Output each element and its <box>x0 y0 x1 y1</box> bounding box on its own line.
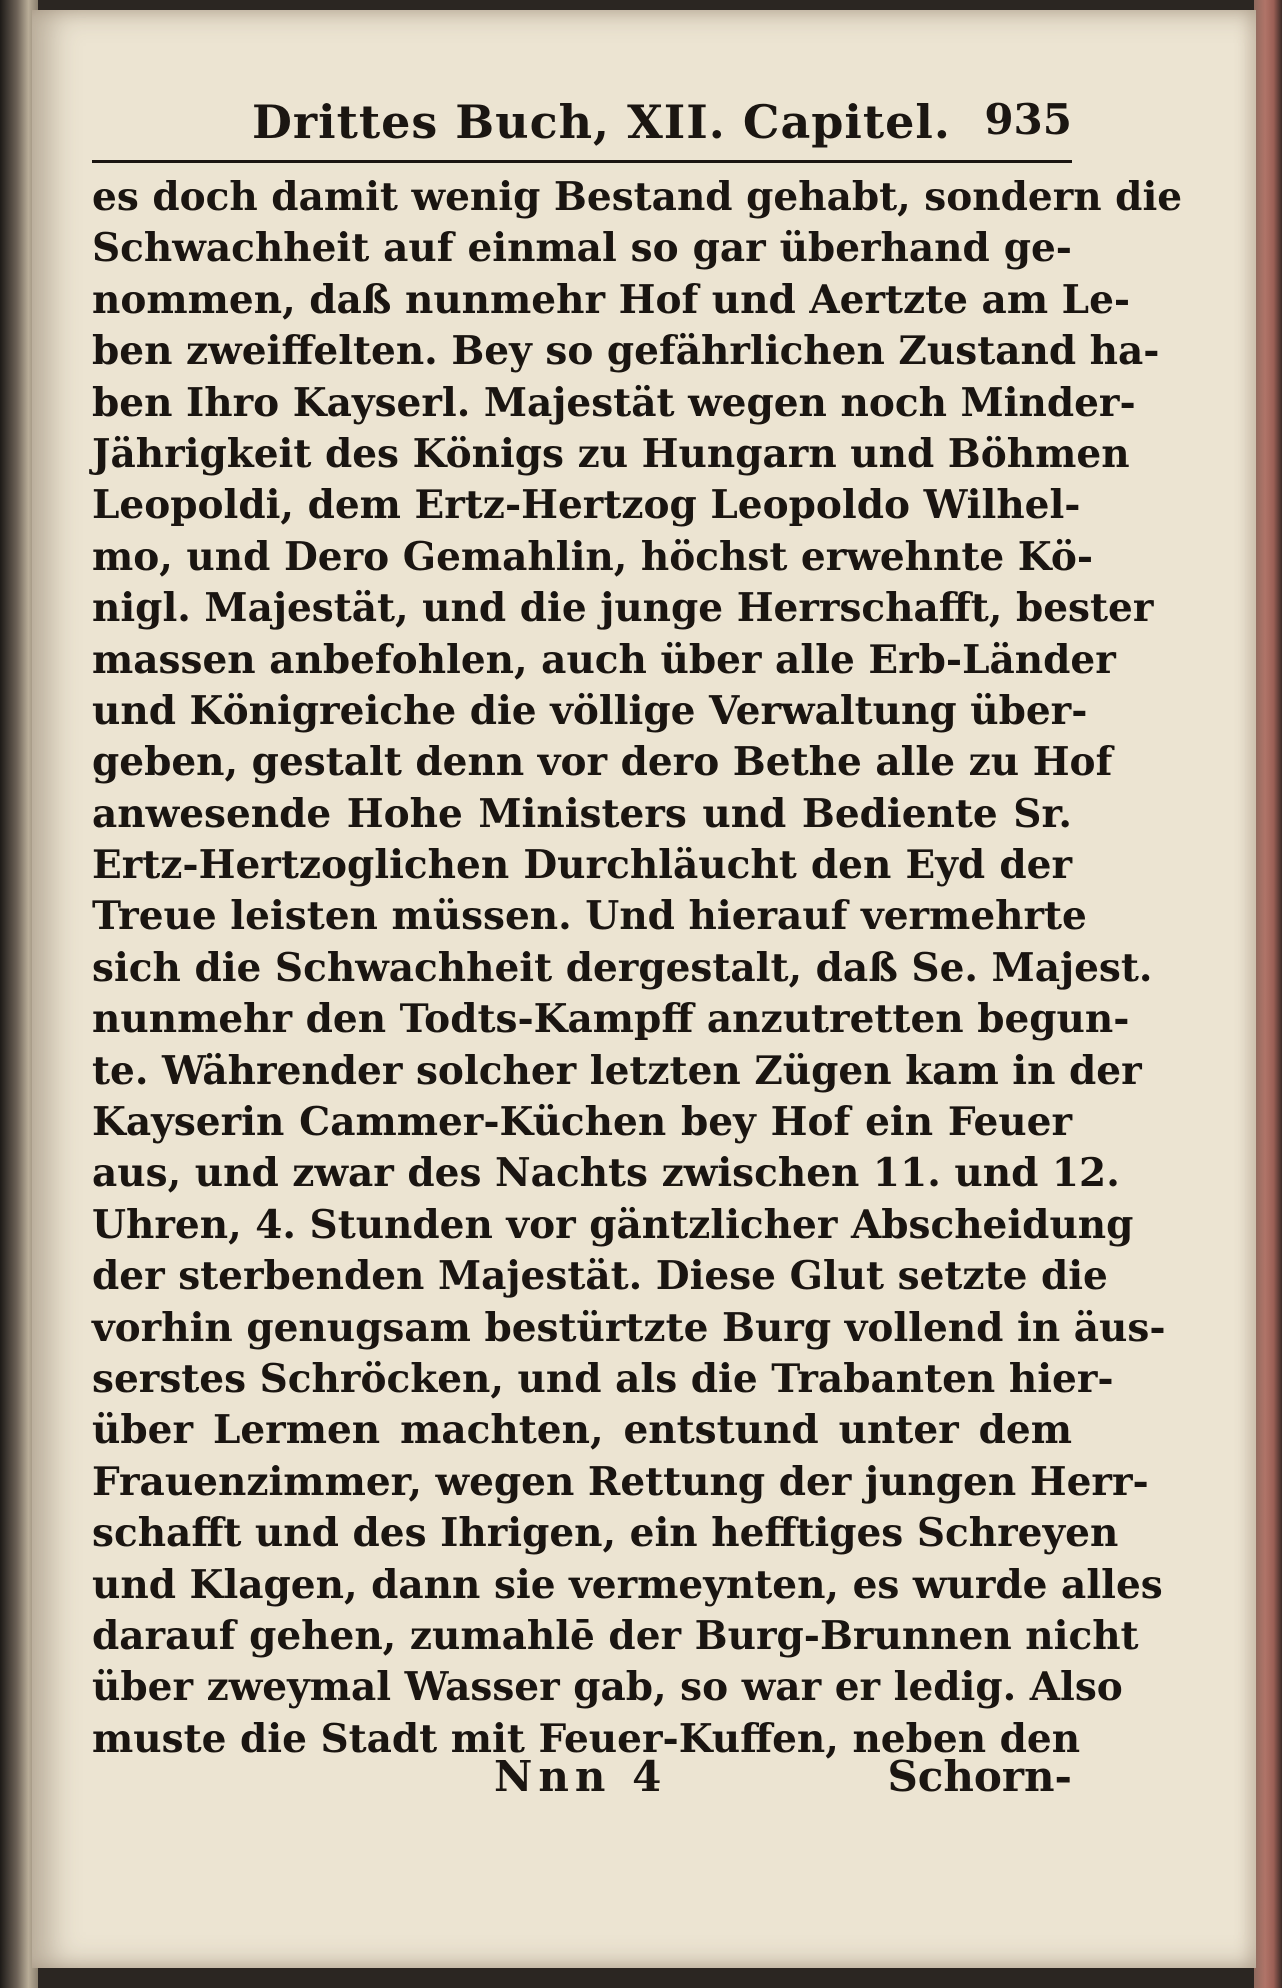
page-header <box>92 95 1072 165</box>
text-line: Kayserin Cammer-Küchen bey Hof ein Feuer <box>92 1099 1072 1146</box>
text-line: es doch damit wenig Bestand gehabt, sondern die <box>92 174 1183 220</box>
text-line: aus, und zwar des Nachts zwischen 11. und 12. <box>92 1150 1120 1197</box>
text-line: anwesende Hohe Ministers und Bediente Sr. <box>92 790 1072 837</box>
text-line: und Königreiche die völlige Verwaltung über- <box>92 687 1088 734</box>
text-line: sich die Schwachheit dergestalt, daß Se. Majest. <box>92 944 1153 991</box>
text-line: Leopoldi, dem Ertz-Hertzog Leopoldo Wilhel- <box>92 482 1081 529</box>
page-footer <box>92 1752 1072 1812</box>
text-line: über zweymal Wasser gab, so war er ledig. Also <box>92 1664 1123 1711</box>
text-line: ben zweiffelten. Bey so gefährlichen Zustand ha- <box>92 328 1160 375</box>
text-line: Frauenzimmer, wegen Rettung der jungen Herr- <box>92 1458 1149 1505</box>
text-line: nigl. Majestät, und die junge Herrschafft, bester <box>92 585 1154 632</box>
text-line: Schwachheit auf einmal so gar überhand ge- <box>92 225 1072 272</box>
text-line: muste die Stadt mit Feuer-Kuffen, neben den <box>92 1715 1081 1762</box>
text-line: te. Währender solcher letzten Zügen kam in der <box>92 1047 1142 1094</box>
running-title: Drittes Buch, XII. Capitel. <box>252 95 951 149</box>
text-line: ben Ihro Kayserl. Majestät wegen noch Minder- <box>92 379 1136 426</box>
page-number: 935 <box>984 95 1072 144</box>
text-line: der sterbenden Majestät. Diese Glut setzte die <box>92 1253 1108 1300</box>
text-line: Jährigkeit des Königs zu Hungarn und Böhmen <box>92 430 1130 477</box>
book-edge <box>1254 0 1282 1988</box>
text-line: schafft und des Ihrigen, ein hefftiges Schreyen <box>92 1510 1119 1557</box>
signature-mark: Nnn 4 <box>494 1752 668 1801</box>
text-line: darauf gehen, zumahlē der Burg-Brunnen nicht <box>92 1612 1139 1659</box>
text-line: vorhin genugsam bestürtzte Burg vollend in äus- <box>92 1304 1166 1351</box>
text-line: Treue leisten müssen. Und hierauf vermehrte <box>92 893 1087 940</box>
text-line: Ertz-Hertzoglichen Durchläucht den Eyd der <box>92 842 1072 889</box>
text-line: mo, und Dero Gemahlin, höchst erwehnte Kö- <box>92 533 1094 580</box>
body-text <box>92 172 1183 1765</box>
text-line: Uhren, 4. Stunden vor gäntzlicher Abscheidung <box>92 1201 1134 1248</box>
text-line: massen anbefohlen, auch über alle Erb-Länder <box>92 636 1116 683</box>
text-line: serstes Schröcken, und als die Trabanten hier- <box>92 1355 1114 1402</box>
text-line: nunmehr den Todts-Kampff anzutretten begun- <box>92 996 1130 1043</box>
text-line: geben, gestalt denn vor dero Bethe alle zu Hof <box>92 739 1113 786</box>
text-line: nommen, daß nunmehr Hof und Aertzte am Le- <box>92 276 1131 323</box>
text-line: über Lermen machten, entstund unter dem <box>92 1407 1072 1454</box>
header-rule <box>92 160 1072 163</box>
text-line: und Klagen, dann sie vermeynten, es wurde alles <box>92 1561 1163 1608</box>
catchword: Schorn- <box>887 1752 1072 1801</box>
